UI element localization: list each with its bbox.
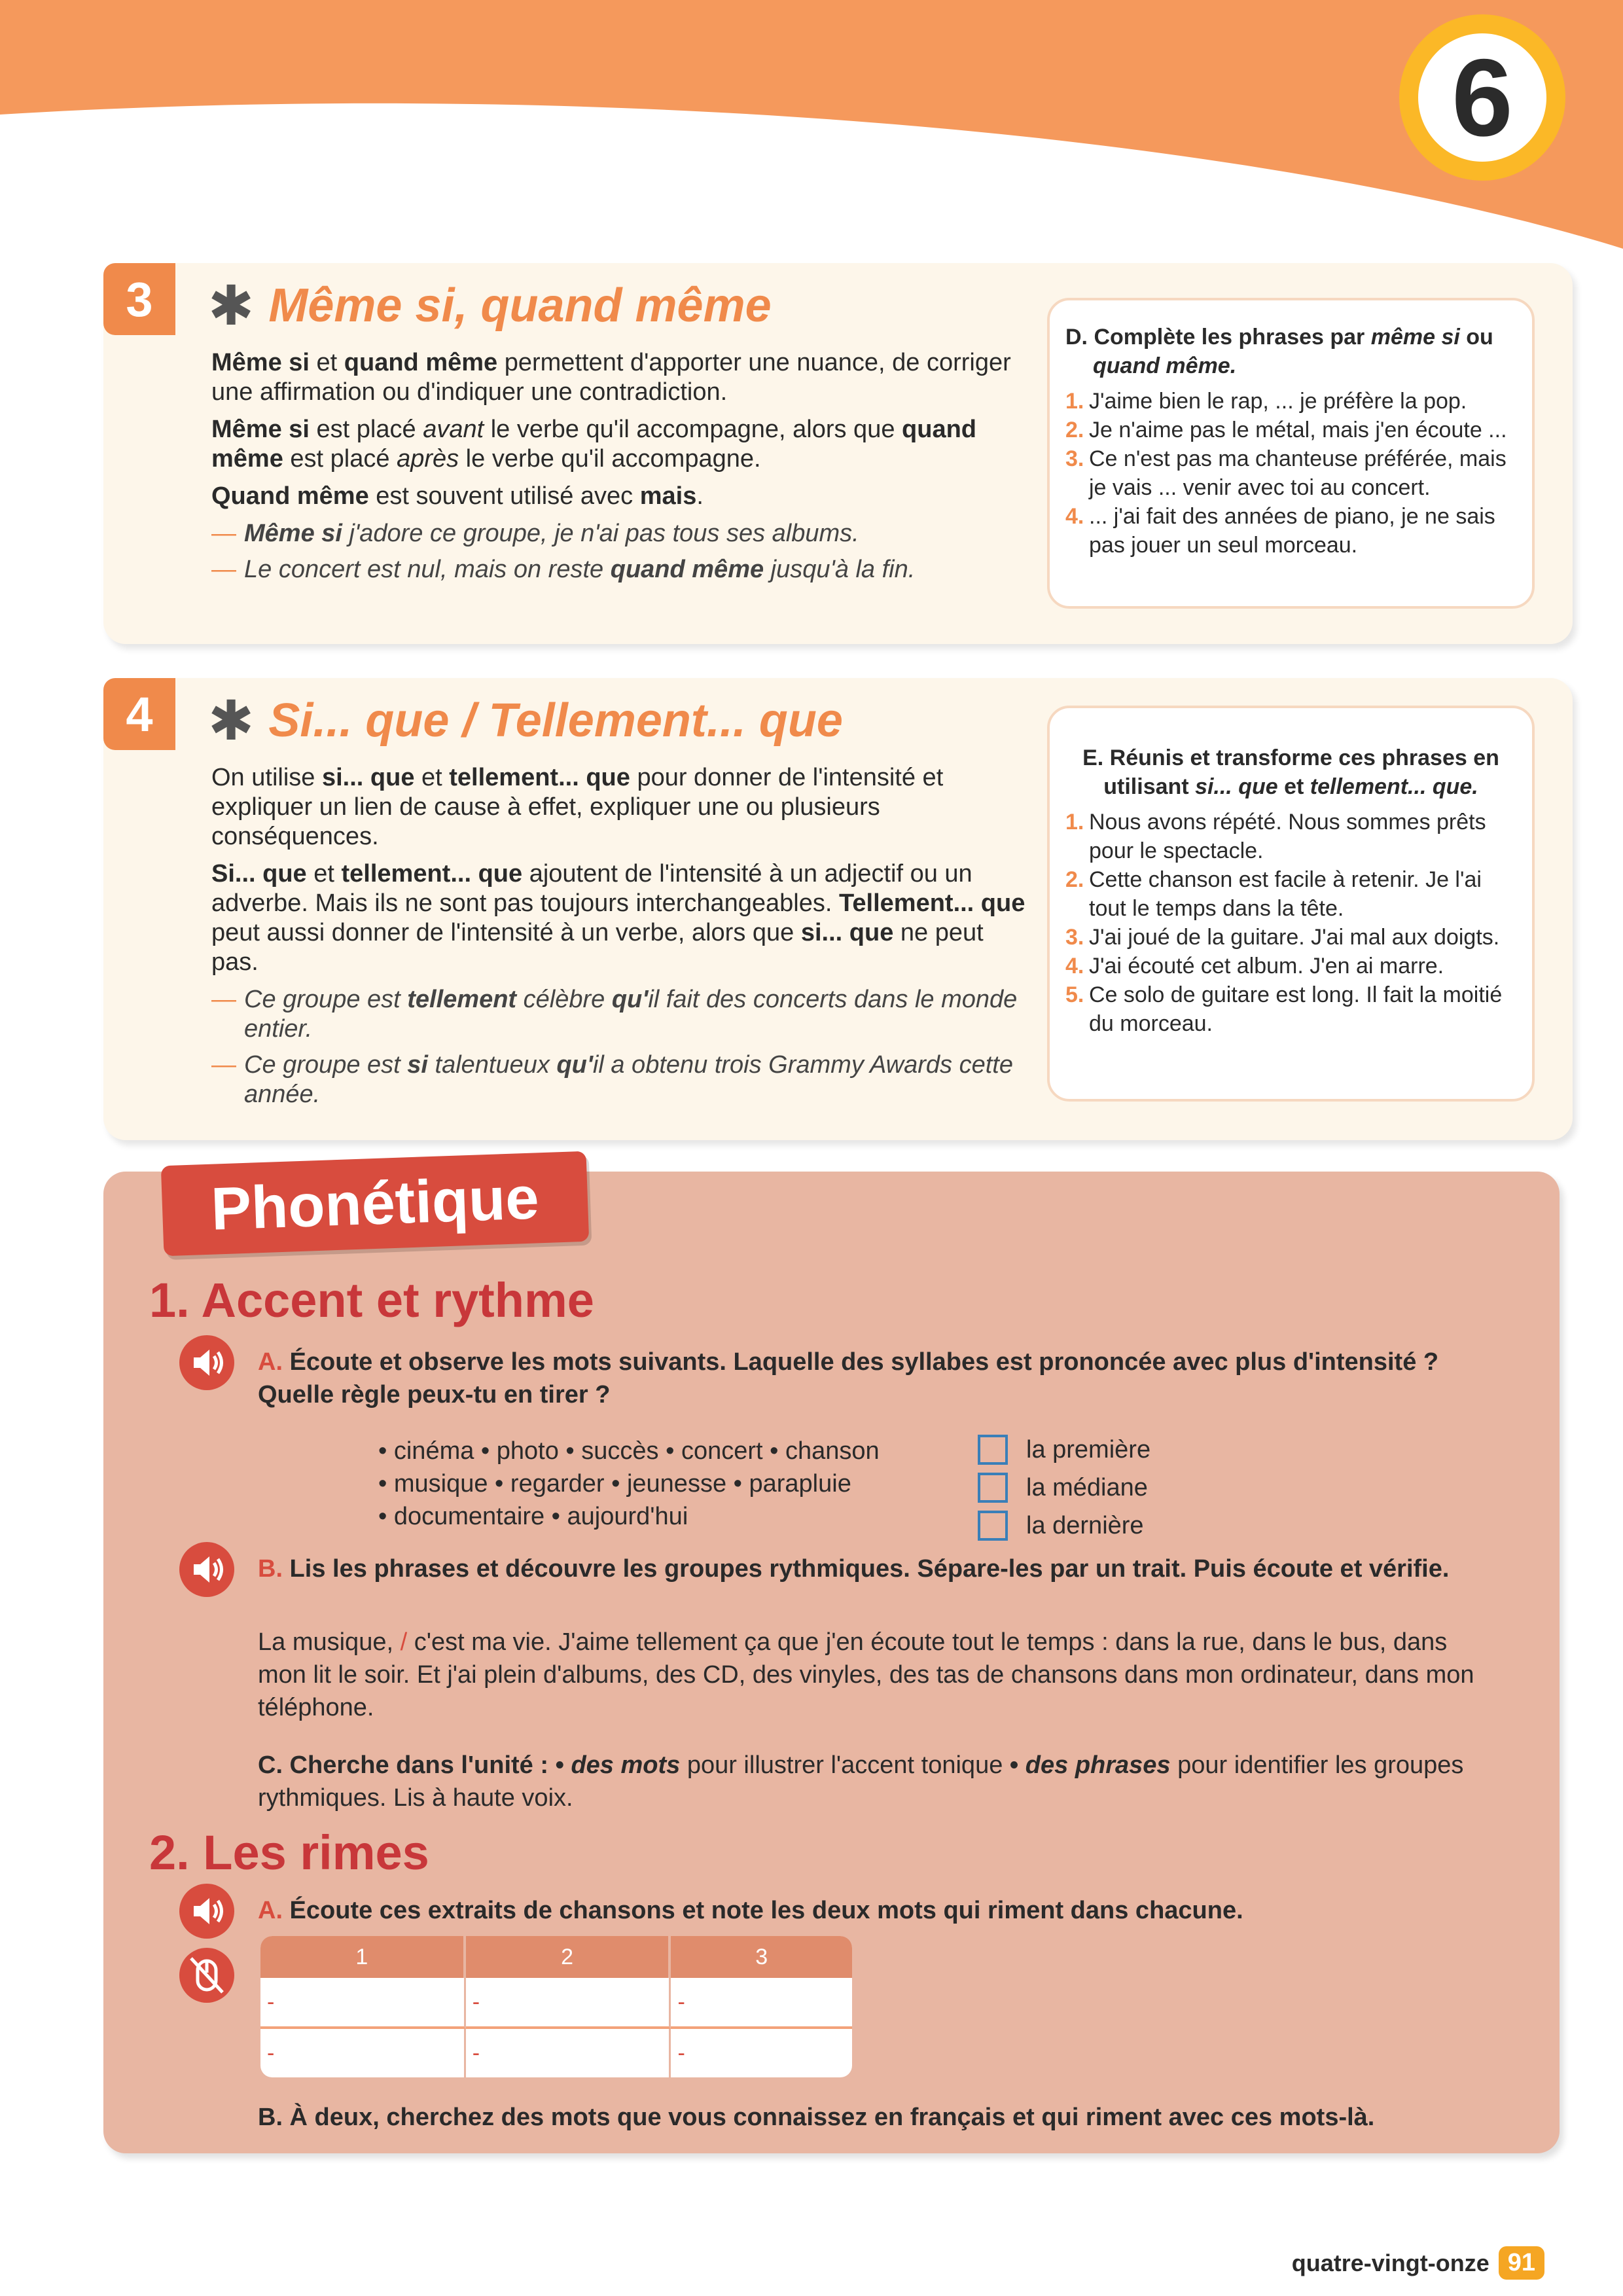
choice-derniere[interactable]: la dernière xyxy=(978,1511,1144,1541)
table-cell[interactable]: - xyxy=(466,1978,671,2029)
exercise-e-item: 5. Ce solo de guitare est long. Il fait la moitié du morceau. xyxy=(1065,982,1503,1036)
table-cell[interactable]: - xyxy=(671,1978,852,2029)
heading-rimes: 2. Les rimes xyxy=(149,1825,429,1880)
table-cell[interactable]: - xyxy=(466,2029,671,2077)
table-header: 2 xyxy=(466,1936,671,1978)
exercise-d-box xyxy=(1047,298,1535,609)
exercise-d-title: D. Complète les phrases par même si ou quand même. xyxy=(1065,325,1493,378)
exercise-e-item: 3. J'ai joué de la guitare. J'ai mal aux doigts. xyxy=(1065,925,1500,950)
page-number: 91 xyxy=(1499,2246,1544,2280)
header-banner xyxy=(0,0,1623,262)
section-number-4: 4 xyxy=(103,678,175,750)
table-header: 1 xyxy=(260,1936,466,1978)
instruction-2a: A. Écoute ces extraits de chansons et note les deux mots qui riment dans chacune. xyxy=(258,1897,1243,1924)
example-3-2: — Le concert est nul, mais on reste quand même jusqu'à la fin. xyxy=(211,556,916,583)
instruction-1c: C. Cherche dans l'unité : • des mots pour illustrer l'accent tonique • des phrases pour identifier les groupes rythmiques. Lis à haute voix. xyxy=(258,1751,1464,1812)
section-title-3: ✱ Même si, quand même xyxy=(208,275,772,336)
phonetique-tag: Phonétique xyxy=(161,1151,589,1257)
page-footer xyxy=(1292,2246,1544,2280)
instruction-1b: B. Lis les phrases et découvre les groupes rythmiques. Sépare-les par un trait. Puis écoute et vérifie. xyxy=(258,1555,1450,1583)
table-row xyxy=(260,2029,852,2077)
instruction-1a: A. Écoute et observe les mots suivants. Laquelle des syllabes est prononcée avec plus d'intensité ? Quelle règle peux-tu en tirer ? xyxy=(258,1348,1439,1408)
audio-icon[interactable] xyxy=(179,1335,234,1390)
table-cell[interactable]: - xyxy=(260,2029,466,2077)
audio-icon[interactable] xyxy=(179,1884,234,1939)
table-header: 3 xyxy=(671,1936,852,1978)
exercise-e-box xyxy=(1047,706,1535,1102)
exercise-e-item: 4. J'ai écouté cet album. J'en ai marre. xyxy=(1065,954,1444,978)
exercise-e-title: E. Réunis et transforme ces phrases en utilisant si... que et tellement... que. xyxy=(1082,745,1499,799)
mouse-icon[interactable] xyxy=(179,1948,234,2003)
example-4-2: — Ce groupe est si talentueux qu'il a obtenu trois Grammy Awards cette année. xyxy=(211,1051,1013,1108)
exercise-e-item: 1. Nous avons répété. Nous sommes prêts pour le spectacle. xyxy=(1065,810,1486,863)
table-cell[interactable]: - xyxy=(677,2040,685,2066)
section-4-text: On utilise si... que et tellement... que pour donner de l'intensité et expliquer un lien de cause à effet, expliquer une ou plusieurs conséquences. Si... que et tellement... que ajoutent de l'intensité à un adjectif ou un adverbe. Mais ils ne sont pas toujours interchangeables. Tellement... que peut aussi donner de l'intensité à un verbe, alors que si... que ne peut pas. — Ce groupe est tellement célèbre qu'il fait des concerts dans le monde entier. — Ce groupe est si talentueux qu'il a obtenu trois Grammy Awards cette année. xyxy=(211,763,1033,1116)
heading-accent-rythme: 1. Accent et rythme xyxy=(149,1273,594,1327)
text-rythme: La musique, / c'est ma vie. J'aime tellement ça que j'en écoute tout le temps : dans la rue, dans le bus, dans mon lit le soir. Et j'ai plein d'albums, des CD, des vinyles, des tas de chansons dans mon ordinateur, dans mon téléphone. xyxy=(258,1628,1474,1721)
exercise-d-item: 4. ... j'ai fait des années de piano, je ne sais pas jouer un seul morceau. xyxy=(1065,504,1495,558)
audio-icon[interactable] xyxy=(179,1542,234,1597)
section-number-3: 3 xyxy=(103,263,175,335)
word-list: • cinéma • photo • succès • concert • chanson • musique • regarder • jeunesse • parapluie • documentaire • aujourd'hui xyxy=(378,1437,880,1530)
example-3-1: — Même si j'adore ce groupe, je n'ai pas tous ses albums. xyxy=(211,520,859,547)
star-icon: ✱ xyxy=(208,275,255,336)
choice-mediane[interactable]: la médiane xyxy=(978,1473,1148,1503)
table-cell[interactable]: - xyxy=(260,1978,466,2029)
checkbox[interactable] xyxy=(978,1435,1008,1465)
exercise-d-item: 1. J'aime bien le rap, ... je préfère la pop. xyxy=(1065,389,1467,414)
instruction-2b: B. À deux, cherchez des mots que vous connaissez en français et qui riment avec ces mots-là. xyxy=(258,2104,1375,2131)
table-row xyxy=(260,1978,852,2029)
exercise-d-item: 2. Je n'aime pas le métal, mais j'en écoute ... xyxy=(1065,418,1507,442)
checkbox[interactable] xyxy=(978,1473,1008,1503)
unit-number-badge xyxy=(1399,14,1565,181)
rimes-table xyxy=(260,1936,852,2077)
page-number-words: quatre-vingt-onze xyxy=(1291,2249,1489,2276)
section-title-4: ✱ Si... que / Tellement... que xyxy=(208,690,843,751)
exercise-d-item: 3. Ce n'est pas ma chanteuse préférée, mais je vais ... venir avec toi au concert. xyxy=(1065,446,1507,500)
choice-premiere[interactable]: la première xyxy=(978,1435,1150,1465)
unit-number: 6 xyxy=(1452,36,1513,159)
checkbox[interactable] xyxy=(978,1511,1008,1541)
example-4-1: — Ce groupe est tellement célèbre qu'il fait des concerts dans le monde entier. xyxy=(211,986,1018,1043)
star-icon: ✱ xyxy=(208,690,255,751)
exercise-e-item: 2. Cette chanson est facile à retenir. Je l'ai tout le temps dans la tête. xyxy=(1065,867,1482,921)
section-3-text: Même si et quand même permettent d'apporter une nuance, de corriger une affirmation ou d'indiquer une contradiction. Même si est placé avant le verbe qu'il accompagne, alors que quand même est placé après le verbe qu'il accompagne. Quand même est souvent utilisé avec mais. — Même si j'adore ce groupe, je n'ai pas tous ses albums. — Le concert est nul, mais on reste quand même jusqu'à la fin. xyxy=(211,348,1033,591)
